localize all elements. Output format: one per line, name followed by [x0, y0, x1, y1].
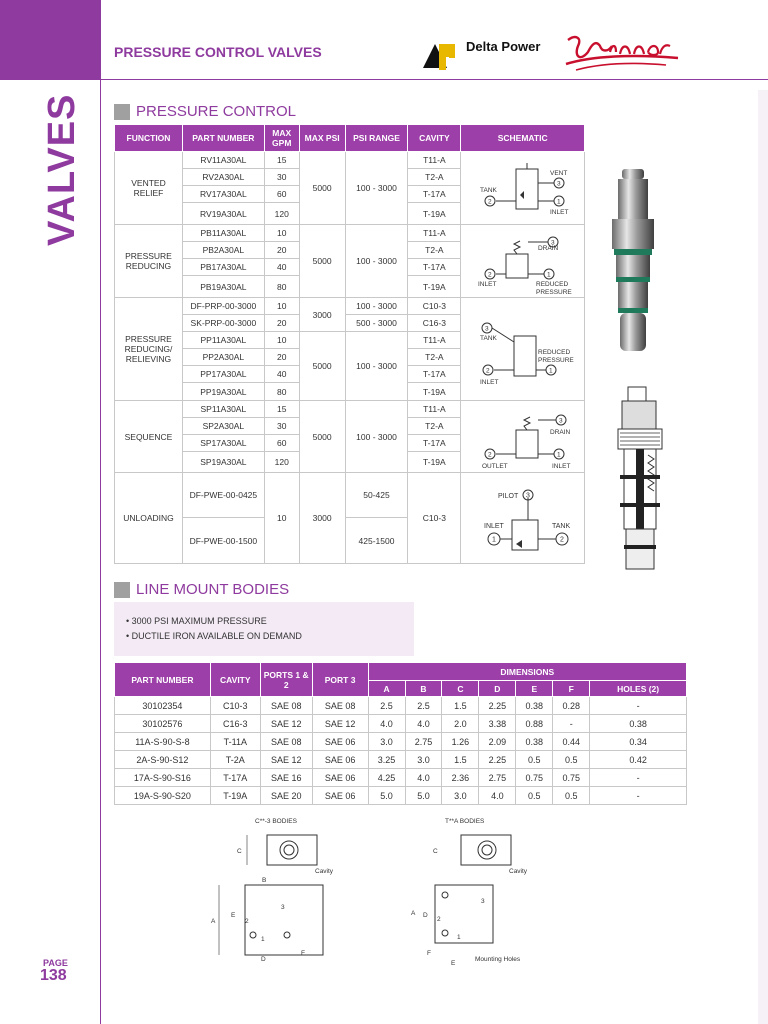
part-number: PB17A30AL	[182, 259, 264, 276]
table-cell: 0.5	[553, 787, 590, 805]
port-number: 2	[488, 451, 492, 459]
dim-letter: D	[261, 956, 266, 963]
page-title: PRESSURE CONTROL VALVES	[114, 44, 322, 60]
feature-item: • DUCTILE IRON AVAILABLE ON DEMAND	[126, 631, 302, 641]
gpm: 120	[264, 452, 299, 473]
gpm: 15	[264, 401, 299, 418]
cavity: T-19A	[408, 383, 461, 401]
max-psi: 5000	[299, 225, 345, 298]
part-number: DF-PRP-00-3000	[182, 298, 264, 315]
table-cell: -	[590, 769, 687, 787]
table-cell: 3.25	[368, 751, 405, 769]
psi-range: 425-1500	[345, 518, 408, 564]
drawing-title: T**A BODIES	[445, 818, 485, 825]
table-cell: SAE 12	[312, 715, 368, 733]
part-number: SP19A30AL	[182, 452, 264, 473]
function-cell: PRESSURE REDUCING	[115, 225, 183, 298]
schem-label: OUTLET	[482, 463, 508, 470]
table-cell: T-19A	[210, 787, 260, 805]
function-cell: UNLOADING	[115, 473, 183, 564]
table-cell: 2A-S-90-S12	[115, 751, 211, 769]
line-mount-table	[114, 662, 687, 805]
table-cell: 0.28	[553, 697, 590, 715]
cavity: T-17A	[408, 186, 461, 203]
port-number: 3	[557, 180, 561, 188]
cavity: T11-A	[408, 152, 461, 169]
function-cell: PRESSURE REDUCING/ RELIEVING	[115, 298, 183, 401]
schem-label: INLET	[484, 523, 504, 530]
port-number: 3	[559, 417, 563, 425]
dim-letter: D	[423, 912, 428, 919]
part-number: PP17A30AL	[182, 366, 264, 383]
part-number: PP11A30AL	[182, 332, 264, 349]
gpm: 20	[264, 242, 299, 259]
max-psi: 3000	[299, 298, 345, 332]
table-cell: 1.26	[442, 733, 479, 751]
cavity: T11-A	[408, 401, 461, 418]
max-psi: 5000	[299, 152, 345, 225]
gpm: 30	[264, 418, 299, 435]
right-edge-strip	[758, 90, 768, 1024]
port-number: 3	[485, 325, 489, 333]
schem-label: PRESSURE	[538, 357, 574, 364]
table-cell: 2.25	[479, 751, 516, 769]
table-cell: 2.0	[442, 715, 479, 733]
gpm: 120	[264, 203, 299, 225]
table-row	[115, 733, 687, 751]
function-cell: VENTED RELIEF	[115, 152, 183, 225]
table-cell: SAE 12	[260, 715, 312, 733]
col-header: PART NUMBER	[182, 125, 264, 152]
vented-relief-schematic	[466, 155, 584, 223]
table-cell: 0.38	[590, 715, 687, 733]
cavity: C16-3	[408, 315, 461, 332]
schem-label: REDUCED	[536, 281, 569, 288]
dim-letter: F	[301, 950, 305, 957]
table-cell: 0.75	[516, 769, 553, 787]
psi-range: 100 - 3000	[345, 152, 408, 225]
table-cell: 0.42	[590, 751, 687, 769]
gpm: 10	[264, 225, 299, 242]
port-number: 1	[549, 367, 553, 375]
max-psi: 5000	[299, 401, 345, 473]
part-number: PP2A30AL	[182, 349, 264, 366]
drawing-title: C**-3 BODIES	[255, 818, 297, 825]
schem-label: DRAIN	[550, 429, 571, 436]
table-row	[115, 715, 687, 733]
part-number: RV2A30AL	[182, 169, 264, 186]
side-title	[41, 93, 83, 246]
feature-item: • 3000 PSI MAXIMUM PRESSURE	[126, 616, 267, 626]
schem-label: INLET	[480, 379, 499, 386]
port-label: 2	[245, 918, 249, 925]
valve-cartridge-photo	[600, 165, 666, 360]
dim-letter: C	[433, 848, 438, 855]
port-label: 2	[437, 916, 441, 923]
col-header: PSI RANGE	[345, 125, 408, 152]
table-cell: 30102354	[115, 697, 211, 715]
table-row	[115, 697, 687, 715]
dim-letter: C	[237, 848, 242, 855]
line-mount-rows	[115, 697, 687, 805]
table-row	[115, 787, 687, 805]
left-divider	[100, 0, 101, 1024]
gpm: 40	[264, 259, 299, 276]
table-cell: SAE 08	[260, 733, 312, 751]
schem-label: PILOT	[498, 493, 519, 500]
schem-label: TANK	[552, 523, 571, 530]
gpm: 40	[264, 366, 299, 383]
max-psi: 5000	[299, 332, 345, 401]
psi-range: 100 - 3000	[345, 225, 408, 298]
dim-header: E	[516, 681, 553, 697]
dim-header: A	[368, 681, 405, 697]
section-square-icon	[114, 582, 130, 598]
max-psi: 3000	[299, 473, 345, 564]
port-number: 1	[492, 536, 496, 544]
table-cell: 4.0	[405, 769, 442, 787]
dim-letter: A	[411, 910, 416, 917]
header-divider	[100, 79, 768, 80]
table-cell: SAE 06	[312, 751, 368, 769]
table-cell: SAE 20	[260, 787, 312, 805]
col-header: PART NUMBER	[115, 663, 211, 697]
gpm: 60	[264, 186, 299, 203]
part-number: SP2A30AL	[182, 418, 264, 435]
col-header: MAX PSI	[299, 125, 345, 152]
section-line-mount	[114, 581, 289, 598]
col-header: CAVITY	[210, 663, 260, 697]
part-number: PP19A30AL	[182, 383, 264, 401]
gpm: 60	[264, 435, 299, 452]
table-cell: 2.25	[479, 697, 516, 715]
part-number: RV11A30AL	[182, 152, 264, 169]
cavity: T11-A	[408, 225, 461, 242]
delta-power-logo	[421, 38, 469, 72]
cavity: T-19A	[408, 276, 461, 298]
table-cell: 19A-S-90-S20	[115, 787, 211, 805]
table-cell: 3.0	[368, 733, 405, 751]
cavity: T11-A	[408, 332, 461, 349]
dim-letter: F	[427, 950, 431, 957]
table-cell: 0.88	[516, 715, 553, 733]
table-cell: 0.5	[553, 751, 590, 769]
table-cell: 2.36	[442, 769, 479, 787]
table-cell: 3.0	[442, 787, 479, 805]
part-number: SP11A30AL	[182, 401, 264, 418]
unloading-schematic	[466, 484, 584, 564]
table-cell: 3.38	[479, 715, 516, 733]
schem-label: DRAIN	[538, 245, 559, 252]
table-cell: 0.44	[553, 733, 590, 751]
part-number: RV19A30AL	[182, 203, 264, 225]
port-label: 1	[261, 936, 265, 943]
table-cell: SAE 06	[312, 787, 368, 805]
table-cell: SAE 06	[312, 733, 368, 751]
header-left-block	[0, 0, 100, 80]
gpm: 10	[264, 332, 299, 349]
table-cell: T-17A	[210, 769, 260, 787]
table-cell: C10-3	[210, 697, 260, 715]
dim-header: F	[553, 681, 590, 697]
section-title: LINE MOUNT BODIES	[136, 581, 290, 598]
delta-power-text: Delta Power	[466, 39, 541, 54]
schem-label: INLET	[552, 463, 571, 470]
table-cell: 11A-S-90-S-8	[115, 733, 211, 751]
dim-letter: A	[211, 918, 216, 925]
psi-range: 100 - 3000	[345, 298, 408, 315]
section-square-icon	[114, 104, 130, 120]
page-label: PAGE	[43, 958, 68, 968]
sequence-schematic	[466, 408, 584, 476]
col-header: MAX GPM	[264, 125, 299, 152]
col-header: PORT 3	[312, 663, 368, 697]
part-number: RV17A30AL	[182, 186, 264, 203]
table-cell: 4.0	[368, 715, 405, 733]
port-number: 1	[547, 271, 551, 279]
schem-label: TANK	[480, 187, 497, 194]
part-number: PB19A30AL	[182, 276, 264, 298]
table-cell: SAE 08	[260, 697, 312, 715]
port-number: 2	[486, 367, 490, 375]
port-label: 1	[457, 934, 461, 941]
winner-logo	[562, 30, 682, 74]
schem-label: PRESSURE	[536, 289, 572, 296]
table-cell: T-11A	[210, 733, 260, 751]
cavity: C10-3	[408, 298, 461, 315]
gpm: 80	[264, 276, 299, 298]
table-cell: 0.38	[516, 733, 553, 751]
dim-header: D	[479, 681, 516, 697]
cavity: T2-A	[408, 418, 461, 435]
table-cell: 17A-S-90-S16	[115, 769, 211, 787]
drawing-label: Mounting Holes	[475, 956, 521, 963]
cavity: C10-3	[408, 473, 461, 564]
body-dimension-drawings	[205, 815, 555, 975]
port-label: 3	[481, 898, 485, 905]
page-number: 138	[40, 967, 67, 984]
table-cell: T-2A	[210, 751, 260, 769]
col-header: FUNCTION	[115, 125, 183, 152]
col-header: HOLES (2)	[590, 681, 687, 697]
table-cell: 5.0	[368, 787, 405, 805]
part-number: DF-PWE-00-1500	[182, 518, 264, 564]
port-label: 3	[281, 904, 285, 911]
gpm: 80	[264, 383, 299, 401]
cavity: T-17A	[408, 366, 461, 383]
section-title: PRESSURE CONTROL	[136, 103, 297, 120]
part-number: SP17A30AL	[182, 435, 264, 452]
function-cell: SEQUENCE	[115, 401, 183, 473]
port-number: 3	[551, 239, 555, 247]
table-cell: SAE 12	[260, 751, 312, 769]
port-number: 3	[526, 492, 530, 500]
table-cell: 0.34	[590, 733, 687, 751]
schem-label: INLET	[550, 209, 569, 216]
table-row	[115, 769, 687, 787]
table-cell: 0.38	[516, 697, 553, 715]
table-cell: 0.75	[553, 769, 590, 787]
table-cell: 0.5	[516, 787, 553, 805]
table-cell: SAE 06	[312, 769, 368, 787]
gpm: 30	[264, 169, 299, 186]
dim-letter: E	[231, 912, 236, 919]
col-header: PORTS 1 & 2	[260, 663, 312, 697]
table-cell: 5.0	[405, 787, 442, 805]
table-cell: 2.75	[479, 769, 516, 787]
port-number: 2	[488, 271, 492, 279]
table-cell: 0.5	[516, 751, 553, 769]
cavity: T2-A	[408, 169, 461, 186]
table-cell: 4.25	[368, 769, 405, 787]
pressure-reducing-schematic	[466, 228, 584, 300]
gpm: 20	[264, 349, 299, 366]
port-number: 1	[557, 451, 561, 459]
psi-range: 50-425	[345, 473, 408, 518]
part-number: DF-PWE-00-0425	[182, 473, 264, 518]
port-number: 2	[560, 536, 564, 544]
cavity: T2-A	[408, 242, 461, 259]
gpm: 15	[264, 152, 299, 169]
gpm: 20	[264, 315, 299, 332]
drawing-label: Cavity	[509, 868, 528, 875]
cavity: T-19A	[408, 452, 461, 473]
gpm: 10	[264, 298, 299, 315]
table-cell: 4.0	[479, 787, 516, 805]
dim-letter: B	[262, 877, 267, 884]
reducing-relieving-schematic	[466, 318, 584, 390]
features-box	[114, 602, 414, 656]
cavity: T-17A	[408, 435, 461, 452]
table-row	[115, 751, 687, 769]
table-cell: 2.75	[405, 733, 442, 751]
gpm: 10	[264, 473, 299, 564]
table-cell: 1.5	[442, 751, 479, 769]
port-number: 2	[488, 198, 492, 206]
table-cell: -	[590, 787, 687, 805]
table-cell: SAE 08	[312, 697, 368, 715]
dim-header: C	[442, 681, 479, 697]
dim-header: B	[405, 681, 442, 697]
table-cell: -	[553, 715, 590, 733]
cavity: T-19A	[408, 203, 461, 225]
table-cell: 2.5	[368, 697, 405, 715]
valve-cutaway-drawing	[608, 385, 670, 575]
cavity: T2-A	[408, 349, 461, 366]
part-number: PB11A30AL	[182, 225, 264, 242]
table-cell: 1.5	[442, 697, 479, 715]
table-cell: -	[590, 697, 687, 715]
drawing-label: Cavity	[315, 868, 334, 875]
table-cell: 30102576	[115, 715, 211, 733]
side-title-text: VALVES	[41, 93, 83, 246]
dim-letter: E	[451, 960, 456, 967]
table-cell: C16-3	[210, 715, 260, 733]
psi-range: 100 - 3000	[345, 401, 408, 473]
schem-label: REDUCED	[538, 349, 571, 356]
table-cell: 2.09	[479, 733, 516, 751]
cavity: T-17A	[408, 259, 461, 276]
table-row	[115, 298, 585, 315]
part-number: PB2A30AL	[182, 242, 264, 259]
section-pressure-control	[114, 103, 296, 120]
psi-range: 500 - 3000	[345, 315, 408, 332]
col-header: DIMENSIONS	[368, 663, 686, 681]
table-cell: 2.5	[405, 697, 442, 715]
col-header: SCHEMATIC	[461, 125, 585, 152]
schem-label: TANK	[480, 335, 497, 342]
schem-label: INLET	[478, 281, 497, 288]
table-cell: 4.0	[405, 715, 442, 733]
table-cell: SAE 16	[260, 769, 312, 787]
table-cell: 3.0	[405, 751, 442, 769]
schem-label: VENT	[550, 170, 568, 177]
port-number: 1	[557, 198, 561, 206]
psi-range: 100 - 3000	[345, 332, 408, 401]
part-number: SK-PRP-00-3000	[182, 315, 264, 332]
col-header: CAVITY	[408, 125, 461, 152]
